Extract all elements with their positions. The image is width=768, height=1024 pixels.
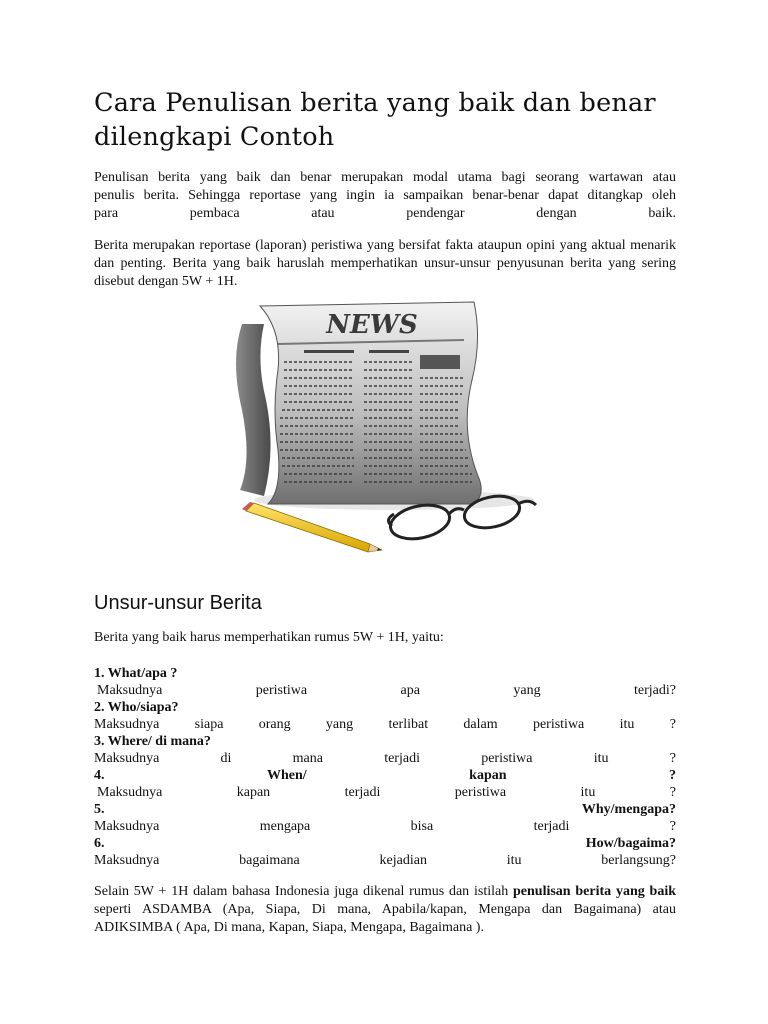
section-intro: Berita yang baik harus memperhatikan rumus 5W + 1H, yaitu: [94,630,444,645]
page-title: Cara Penulisan berita yang baik dan benar dilengkapi Contoh [94,88,656,152]
list-item-detail: Maksudnya di mana terjadi peristiwa itu ? [94,751,676,766]
closing-paragraph [94,883,676,937]
list-item-detail: Maksudnya siapa orang yang terlibat dalam peristiwa itu ? [94,717,676,732]
list-item-detail: Maksudnya peristiwa apa yang terjadi? [97,683,676,698]
five-w-one-h-list [94,665,676,869]
list-item-detail: Maksudnya bagaimana kejadian itu berlangsung? [94,853,676,868]
paragraph-5w1h: Berita merupakan reportase (laporan) peristiwa yang bersifat fakta ataupun opini yang aktual menarik dan penting. Berita yang baik haruslah memperhatikan unsur-unsur penyusunan berita yang sering disebut dengan 5W + 1H. [94,238,676,289]
intro-line: Penulisan berita yang baik dan benar merupakan modal utama bagi seorang wartawan atau [94,170,676,185]
intro-line: penulis berita. Sehingga reportase yang ingin ia sampaikan benar-benar dapat ditangkap oleh [94,188,676,203]
list-item-detail: Maksudnya kapan terjadi peristiwa itu ? [97,785,676,800]
intro-paragraph [94,169,676,223]
list-item-heading: 2. Who/siapa? [94,700,179,715]
intro-line: para pembaca atau pendengar dengan baik. [94,206,676,221]
list-item-heading: 6. How/bagaima? [94,836,676,851]
closing-text: seperti ASDAMBA (Apa, Siapa, Di mana, Apabila/kapan, Mengapa dan Bagaimana) atau ADIKSIMBA ( Apa, Di mana, Kapan, Siapa, Mengapa, Bagaimana ). [94,902,676,935]
list-item-heading: 3. Where/ di mana? [94,734,211,749]
newspaper-glasses-pencil-illustration [224,300,544,562]
list-item-heading: 1. What/apa ? [94,666,178,681]
list-item-detail: Maksudnya mengapa bisa terjadi ? [94,819,676,834]
newspaper-icon [224,300,544,562]
closing-text: Selain 5W + 1H dalam bahasa Indonesia juga dikenal rumus dan istilah [94,884,513,899]
list-item-heading: 4. When/ kapan ? [94,768,676,783]
list-item-heading: 5. Why/mengapa? [94,802,676,817]
closing-bold: penulisan berita yang baik [513,884,676,899]
section-heading: Unsur-unsur Berita [94,592,262,614]
news-masthead: NEWS [326,310,418,340]
